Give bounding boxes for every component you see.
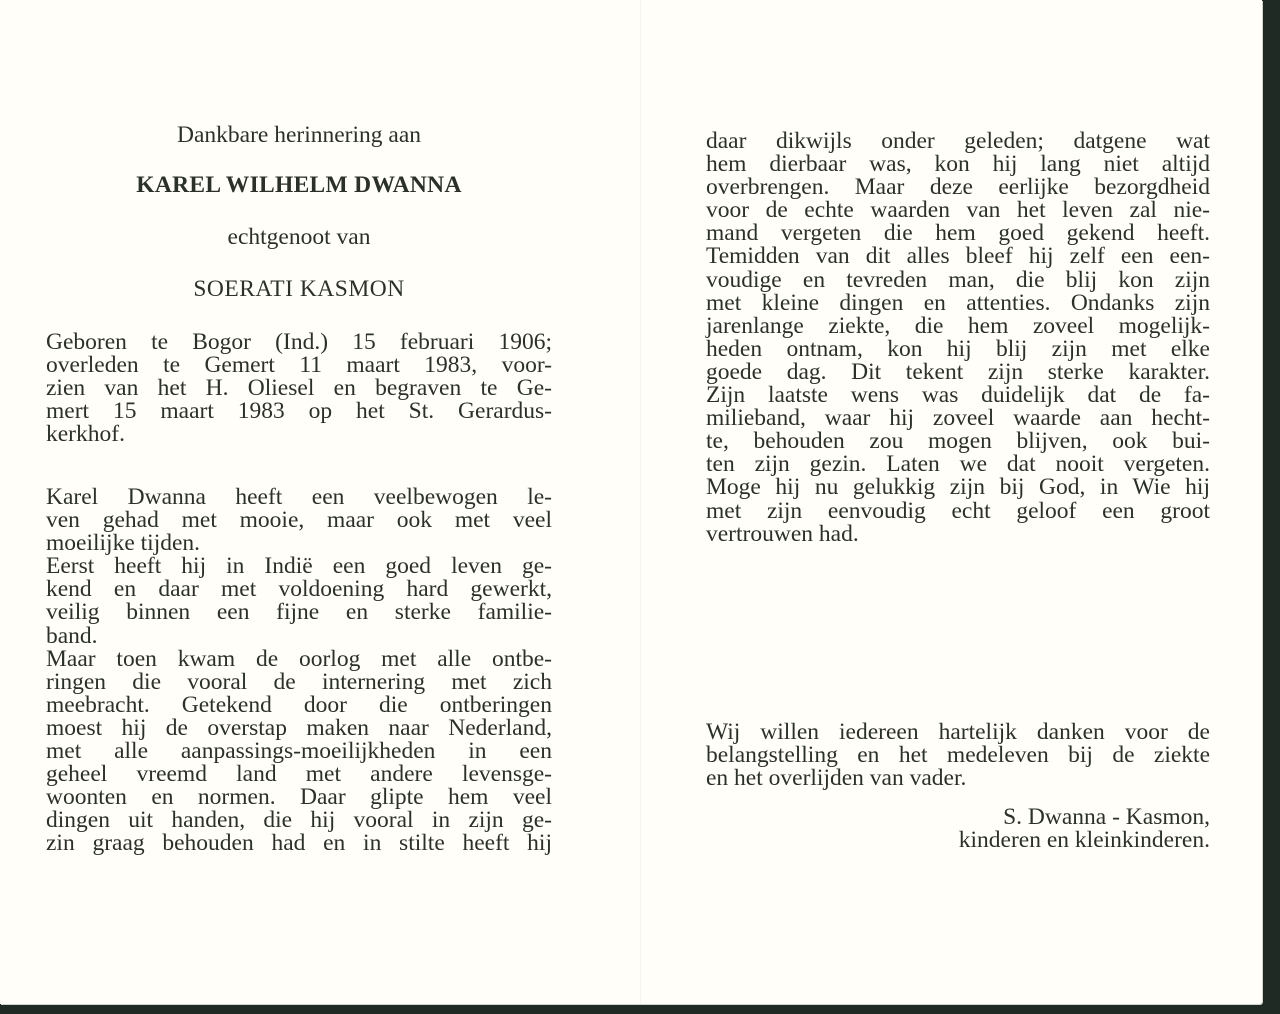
biography-continued-paragraph xyxy=(706,130,1210,546)
text-line: overleden te Gemert 11 maart 1983, voor- xyxy=(46,352,552,379)
text-line: met zijn eenvoudig echt geloof een groot xyxy=(706,497,1210,524)
text-line: Zijn laatste wens was duidelijk dat de fa- xyxy=(706,382,1210,409)
spouse-name: SOERATI KASMON xyxy=(193,276,405,302)
text-line: Wij willen iedereen hartelijk danken voor de xyxy=(706,719,1210,745)
text-line: jarenlange ziekte, die hem zoveel mogelijk- xyxy=(706,312,1210,339)
text-line: en het overlijden van vader. xyxy=(706,765,967,792)
text-line: voor de echte waarden van het leven zal nie- xyxy=(706,197,1210,224)
text-line: hem dierbaar was, kon hij lang niet altijd xyxy=(706,151,1210,178)
text-line: moest hij de overstap maken naar Nederland, xyxy=(46,714,552,741)
text-line: Eerst heeft hij in Indië een goed leven ge- xyxy=(46,553,552,580)
text-line: mand vergeten die hem goed gekend heeft. xyxy=(706,220,1210,247)
text-line: Geboren te Bogor (Ind.) 15 februari 1906; xyxy=(46,329,552,355)
text-line: Karel Dwanna heeft een veelbewogen le- xyxy=(46,484,552,510)
text-line: zien van het H. Oliesel en begraven te Ge- xyxy=(46,375,552,402)
text-line: Moge hij nu gelukkig zijn bij God, in Wie hij xyxy=(706,474,1210,501)
fold-line xyxy=(640,0,641,1004)
text-line: heden ontnam, kon hij blij zijn met elke xyxy=(706,335,1210,362)
text-line: zin graag behouden had en in stilte heeft hij xyxy=(46,830,552,857)
thanks-paragraph xyxy=(706,721,1210,790)
text-line: ten zijn gezin. Laten we dat nooit vergeten. xyxy=(706,451,1210,478)
spouse-label: echtgenoot van xyxy=(227,224,371,250)
text-line: dingen uit handen, die hij vooral in zijn ge- xyxy=(46,807,552,834)
text-line: band. xyxy=(46,622,98,649)
intro-text: Dankbare herinnering aan xyxy=(176,122,422,148)
text-line: daar dikwijls onder geleden; datgene wat xyxy=(706,128,1210,154)
text-line: kend en daar met voldoening hard gewerkt, xyxy=(46,576,552,603)
text-line: mert 15 maart 1983 op het St. Gerardus- xyxy=(46,398,552,425)
signature-line-1: S. Dwanna - Kasmon, xyxy=(1003,804,1210,830)
birth-death-paragraph xyxy=(46,331,552,446)
text-line: belangstelling en het medeleven bij de ziekte xyxy=(706,742,1210,769)
biography-paragraph xyxy=(46,486,552,856)
text-line: veilig binnen een fijne en sterke familie- xyxy=(46,599,552,626)
text-line: woonten en normen. Daar glipte hem veel xyxy=(46,784,552,811)
text-line: vertrouwen had. xyxy=(706,520,859,547)
text-line: met alle aanpassings-moeilijkheden in een xyxy=(46,738,552,765)
text-line: overbrengen. Maar deze eerlijke bezorgdheid xyxy=(706,174,1210,201)
text-line: Temidden van dit alles bleef hij zelf een een- xyxy=(706,243,1210,270)
signature xyxy=(706,806,1210,852)
text-line: Maar toen kwam de oorlog met alle ontbe- xyxy=(46,645,552,672)
deceased-name: KAREL WILHELM DWANNA xyxy=(136,172,462,198)
text-line: geheel vreemd land met andere levensge- xyxy=(46,761,552,788)
text-line: voudige en tevreden man, die blij kon zijn xyxy=(706,266,1210,293)
text-line: ringen die vooral de internering met zich xyxy=(46,668,552,695)
text-line: kerkhof. xyxy=(46,421,125,448)
text-line: met kleine dingen en attenties. Ondanks zijn xyxy=(706,289,1210,316)
text-line: te, behouden zou mogen blijven, ook bui- xyxy=(706,428,1210,455)
signature-line-2: kinderen en kleinkinderen. xyxy=(958,827,1210,854)
text-line: milieband, waar hij zoveel waarde aan hecht- xyxy=(706,405,1210,432)
text-line: meebracht. Getekend door die ontberingen xyxy=(46,691,552,718)
text-line: goede dag. Dit tekent zijn sterke karakter. xyxy=(706,358,1210,385)
text-line: moeilijke tijden. xyxy=(46,530,201,557)
text-line: ven gehad met mooie, maar ook met veel xyxy=(46,507,552,534)
